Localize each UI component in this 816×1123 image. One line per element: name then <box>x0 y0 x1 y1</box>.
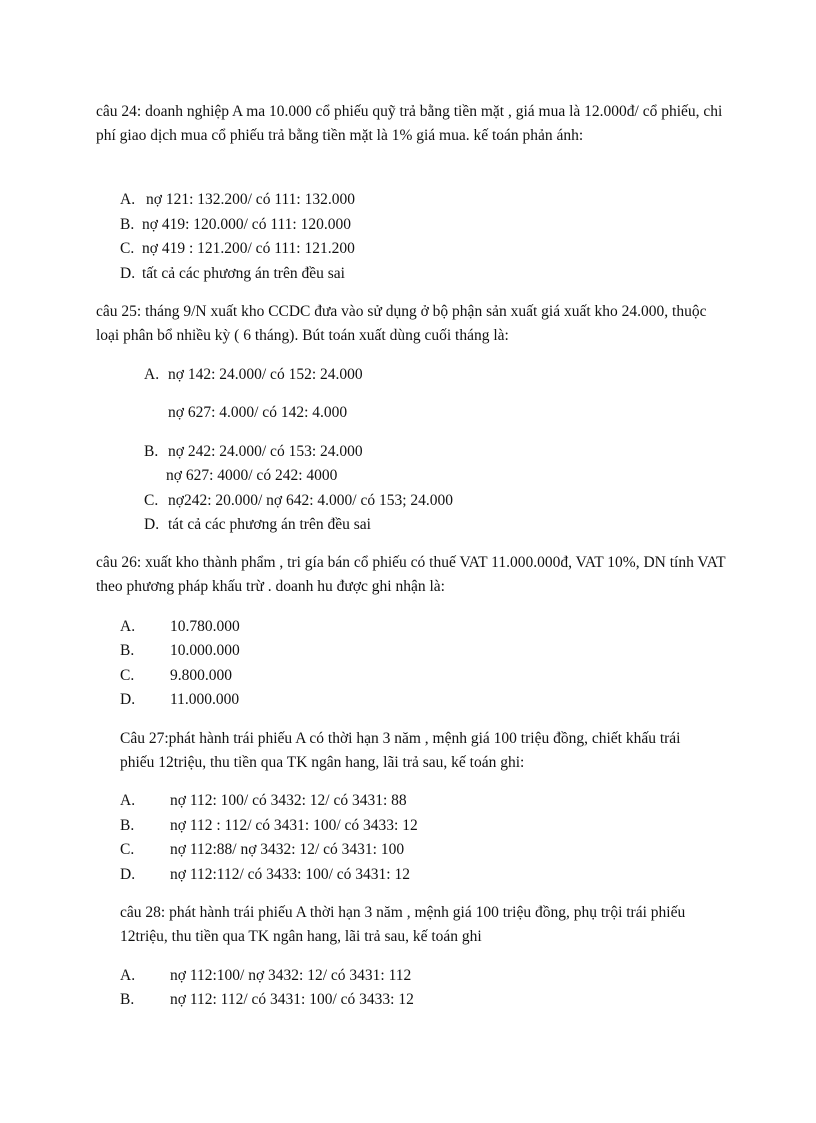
q27-option-c: C. nợ 112:88/ nợ 3432: 12/ có 3431: 100 <box>120 841 405 858</box>
question-28-text: câu 28: phát hành trái phiếu A thời hạn 3 năm , mệnh giá 100 triệu đồng, phụ trội trái phiếu 12triệu, thu tiền qua TK ngân hang, lãi trả sau, kế toán ghi <box>120 904 686 945</box>
question-27-text: Câu 27:phát hành trái phiếu A có thời hạn 3 năm , mệnh giá 100 triệu đồng, chiết khấu trái phiếu 12triệu, thu tiền qua TK ngân hang, lãi trả sau, kế toán ghi: <box>120 730 681 771</box>
q24-option-b: B. nợ 419: 120.000/ có 111: 120.000 <box>120 216 351 233</box>
q28-option-a: A. nợ 112:100/ nợ 3432: 12/ có 3431: 112 <box>120 967 412 984</box>
q26-option-b: B. 10.000.000 <box>120 642 240 659</box>
q25-option-b-line2: nợ 627: 4000/ có 242: 4000 <box>166 467 338 484</box>
q27-option-a: A. nợ 112: 100/ có 3432: 12/ có 3431: 88 <box>120 792 407 809</box>
q28-option-b: B. nợ 112: 112/ có 3431: 100/ có 3433: 12 <box>120 991 414 1008</box>
q24-option-a: A. nợ 121: 132.200/ có 111: 132.000 <box>120 191 355 208</box>
q25-option-a: A. nợ 142: 24.000/ có 152: 24.000 <box>144 366 363 383</box>
q26-option-d: D. 11.000.000 <box>120 691 240 708</box>
question-25-text: câu 25: tháng 9/N xuất kho CCDC đưa vào sử dụng ở bộ phận sản xuất giá xuất kho 24.000, thuộc loại phân bổ nhiều kỳ ( 6 tháng). Bút toán xuất dùng cuối tháng là: <box>96 303 707 344</box>
q26-option-a: A. 10.780.000 <box>120 618 240 635</box>
q25-option-b: B. nợ 242: 24.000/ có 153: 24.000 <box>144 443 363 460</box>
q27-option-b: B. nợ 112 : 112/ có 3431: 100/ có 3433: 12 <box>120 817 418 834</box>
q27-option-d: D. nợ 112:112/ có 3433: 100/ có 3431: 12 <box>120 866 410 883</box>
q24-option-c: C. nợ 419 : 121.200/ có 111: 121.200 <box>120 240 355 257</box>
q25-option-d: D. tát cả các phương án trên đều sai <box>144 516 371 533</box>
q25-option-c: C. nợ242: 20.000/ nợ 642: 4.000/ có 153; 24.000 <box>144 492 454 509</box>
q24-option-d: D. tất cả các phương án trên đều sai <box>120 265 345 282</box>
q26-option-c: C. 9.800.000 <box>120 667 232 684</box>
question-24-text: câu 24: doanh nghiệp A ma 10.000 cổ phiếu quỹ trả bằng tiền mặt , giá mua là 12.000đ/ cổ phiếu, chi phí giao dịch mua cổ phiếu trả bằng tiền mặt là 1% giá mua. kế toán phản ánh: <box>96 103 723 144</box>
question-26-text: câu 26: xuất kho thành phẩm , tri gía bán cổ phiếu có thuế VAT 11.000.000đ, VAT 10%, DN tính VAT theo phương pháp khấu trừ . doanh hu được ghi nhận là: <box>96 554 726 595</box>
q25-option-a-line2: nợ 627: 4.000/ có 142: 4.000 <box>168 404 348 421</box>
